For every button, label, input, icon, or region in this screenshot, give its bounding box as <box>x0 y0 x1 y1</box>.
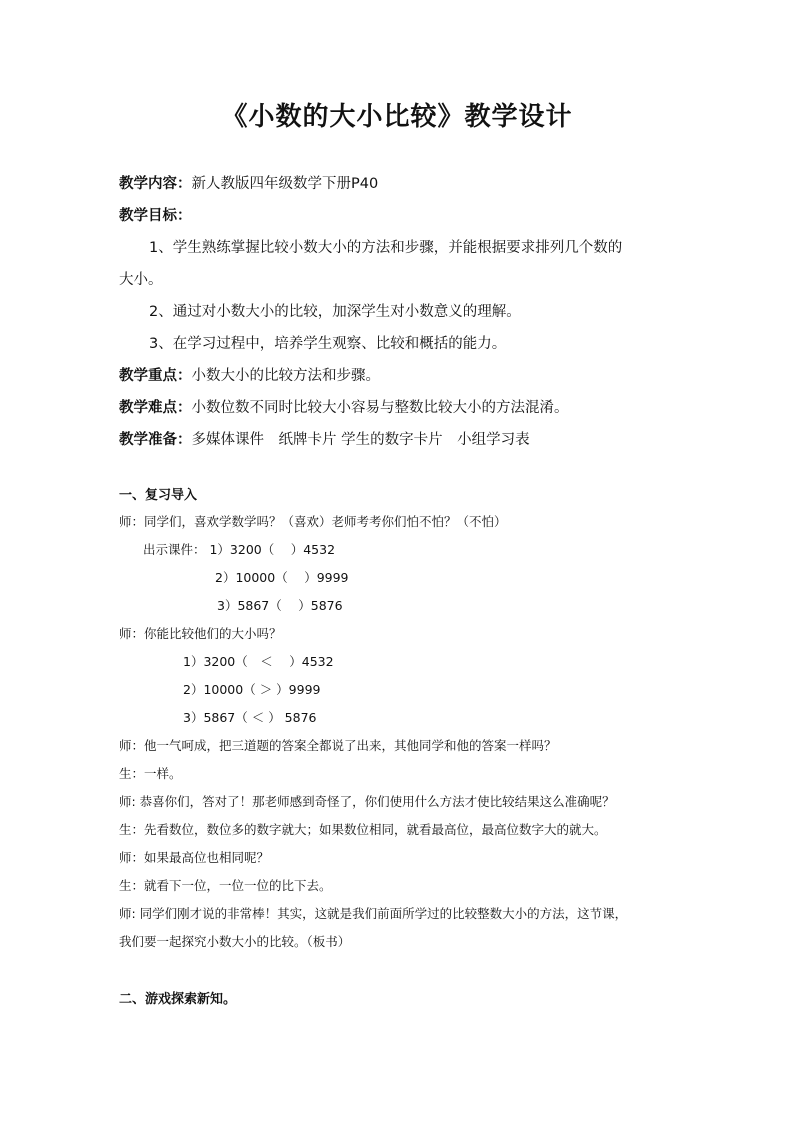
dialogue-line: 师: 恭喜你们，答对了！那老师感到奇怪了，你们使用什么方法才使比较结果这么准确呢？ <box>119 794 615 809</box>
key-row <box>119 360 699 392</box>
difficulty-label: 教学难点： <box>119 400 192 416</box>
dialogue-line: 师：同学们，喜欢学数学吗？（喜欢）老师考考你们怕不怕？（不怕） <box>119 514 507 529</box>
prep-label: 教学准备： <box>119 432 192 448</box>
goal-label: 教学目标： <box>119 208 192 224</box>
dialogue-line: 生：一样。 <box>119 766 182 781</box>
goal-row <box>119 200 699 232</box>
prep-row <box>119 424 699 456</box>
dialogue-line: 生：先看数位，数位多的数字就大；如果数位相同，就看最高位，最高位数字大的就大。 <box>119 822 607 837</box>
dialogue-line: 师：他一气呵成，把三道题的答案全都说了出来，其他同学和他的答案一样吗？ <box>119 738 557 753</box>
goal-item: 2、通过对小数大小的比较，加深学生对小数意义的理解。 <box>149 304 521 320</box>
dialogue-line: 师：如果最高位也相同呢？ <box>119 850 270 865</box>
answer-line: 1）3200（ ＜ ）4532 <box>183 654 334 669</box>
exercise-line: 2）10000（ ）9999 <box>215 570 349 585</box>
content-label: 教学内容： <box>119 176 192 192</box>
prep-value: 多媒体课件 纸牌卡片 学生的数字卡片 小组学习表 <box>191 432 530 448</box>
difficulty-value: 小数位数不同时比较大小容易与整数比较大小的方法混淆。 <box>191 400 569 416</box>
section-heading: 二、游戏探索新知。 <box>119 992 237 1007</box>
section-heading: 一、复习导入 <box>119 488 198 503</box>
goal-item: 1、学生熟练掌握比较小数大小的方法和步骤，并能根据要求排列几个数的 <box>149 240 623 256</box>
key-value: 小数大小的比较方法和步骤。 <box>191 368 380 384</box>
answer-line: 3）5867（ ＜ ） 5876 <box>183 710 317 725</box>
goal-item-continued: 大小。 <box>119 272 163 288</box>
dialogue-line: 师：你能比较他们的大小吗？ <box>119 626 282 641</box>
content-value: 新人教版四年级数学下册P40 <box>191 176 379 192</box>
key-label: 教学重点： <box>119 368 192 384</box>
goal-item: 3、在学习过程中，培养学生观察、比较和概括的能力。 <box>149 336 507 352</box>
lesson-meta <box>119 168 699 456</box>
answer-line: 2）10000（ ＞ ）9999 <box>183 682 321 697</box>
dialogue-line: 师: 同学们刚才说的非常棒！其实，这就是我们前面所学过的比较整数大小的方法，这节课， <box>119 906 628 921</box>
difficulty-row <box>119 392 699 424</box>
exercise-line: 3）5867（ ）5876 <box>217 598 343 613</box>
exercise-line: 出示课件： 1）3200（ ）4532 <box>143 542 336 557</box>
page-title: 《小数的大小比较》教学设计 <box>221 102 573 132</box>
content-row <box>119 168 699 200</box>
dialogue-line: 我们要一起探究小数大小的比较。（板书） <box>119 934 351 949</box>
dialogue-line: 生：就看下一位，一位一位的比下去。 <box>119 878 332 893</box>
